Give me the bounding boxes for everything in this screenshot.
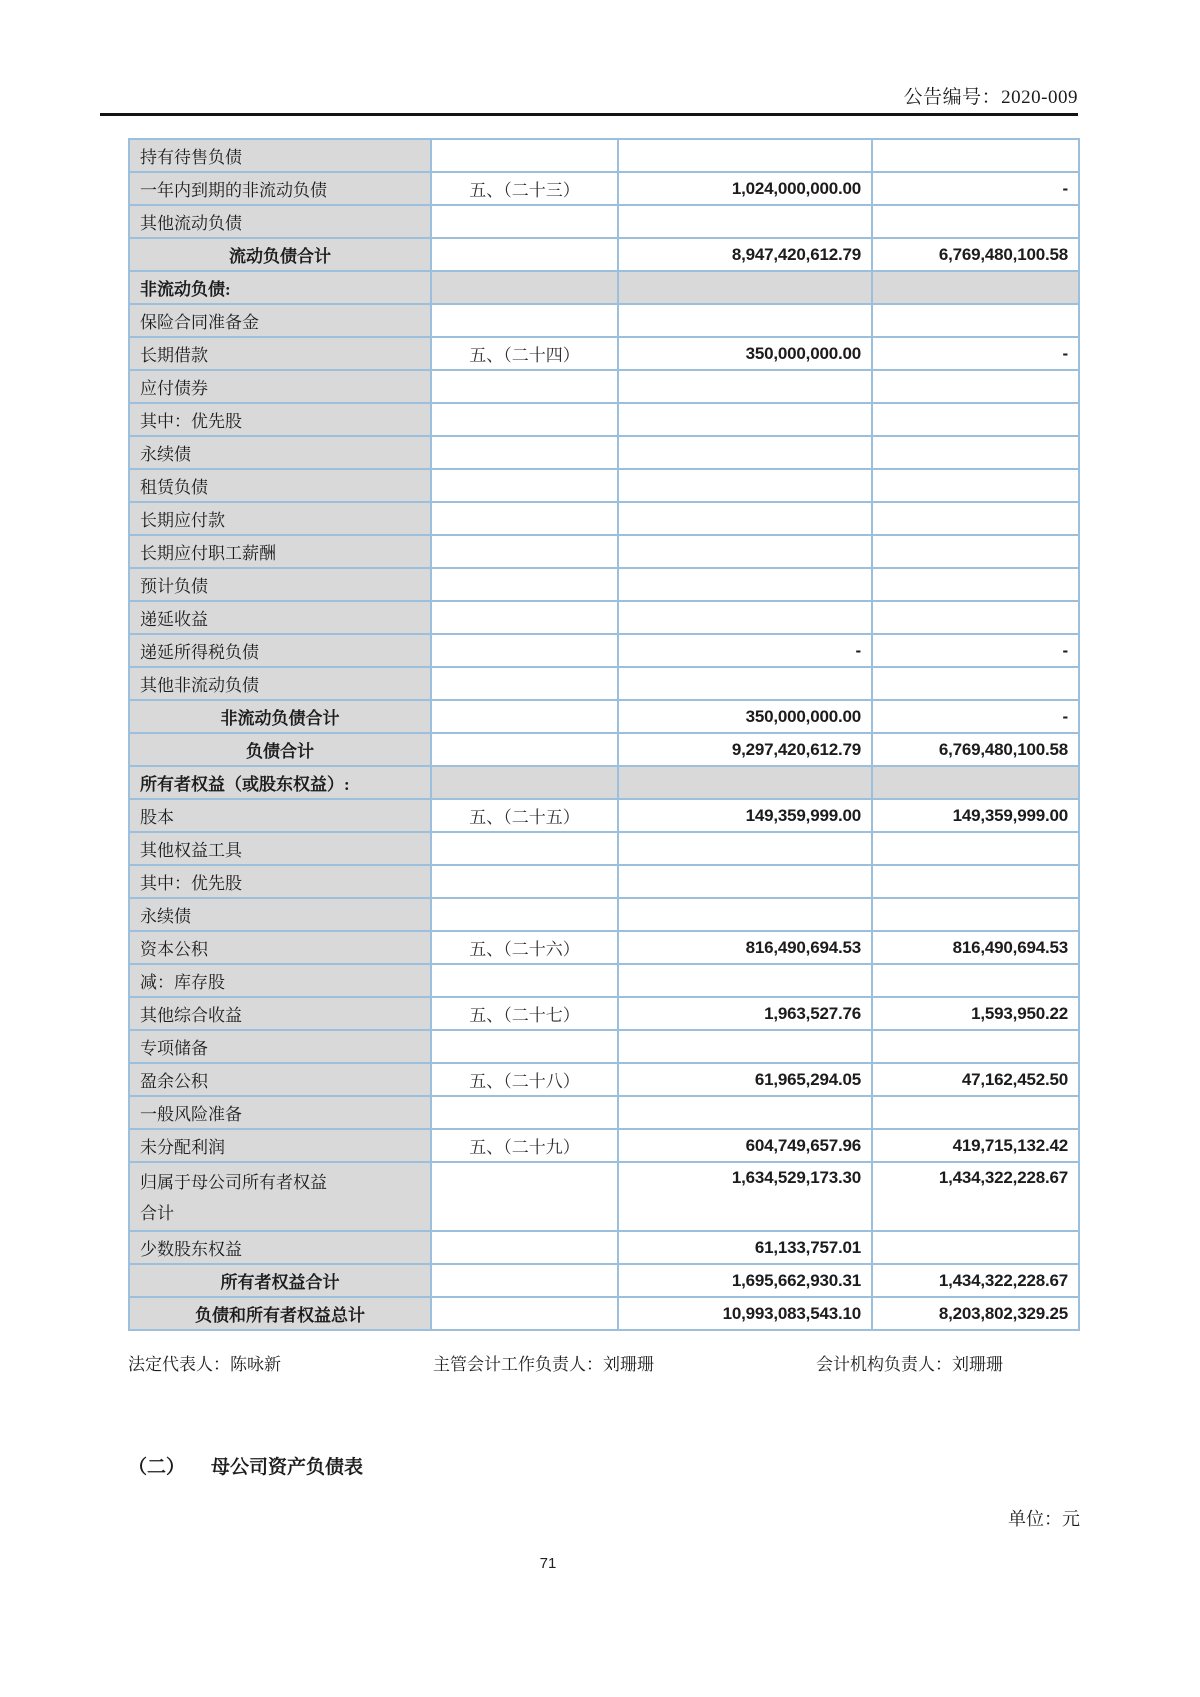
- prior-amount-cell: -: [872, 634, 1079, 667]
- current-amount-cell: [618, 502, 872, 535]
- note-cell: [431, 271, 618, 304]
- note-cell: [431, 205, 618, 238]
- table-row: [129, 370, 1079, 403]
- prior-amount-cell: [872, 403, 1079, 436]
- prior-amount-cell: -: [872, 172, 1079, 205]
- row-label-cell: 长期应付职工薪酬: [129, 535, 431, 568]
- current-amount-cell: -: [618, 634, 872, 667]
- prior-amount-cell: [872, 832, 1079, 865]
- table-row: [129, 1231, 1079, 1264]
- current-amount-cell: [618, 964, 872, 997]
- prior-amount-cell: [872, 667, 1079, 700]
- row-label-cell: 非流动负债:: [129, 271, 431, 304]
- row-label-cell: 递延收益: [129, 601, 431, 634]
- prior-amount-cell: [872, 139, 1079, 172]
- current-amount-cell: 1,695,662,930.31: [618, 1264, 872, 1297]
- prior-amount-cell: [872, 436, 1079, 469]
- row-label-cell: 持有待售负债: [129, 139, 431, 172]
- balance-sheet-body: [129, 139, 1079, 1330]
- note-cell: [431, 700, 618, 733]
- note-cell: [431, 733, 618, 766]
- table-row: [129, 205, 1079, 238]
- note-cell: [431, 766, 618, 799]
- current-amount-cell: [618, 766, 872, 799]
- prior-amount-cell: 149,359,999.00: [872, 799, 1079, 832]
- row-label-cell: 其他综合收益: [129, 997, 431, 1030]
- signatures-row: [0, 1350, 1200, 1374]
- row-label-cell: 股本: [129, 799, 431, 832]
- row-label-cell: 预计负债: [129, 568, 431, 601]
- page-number: 71: [539, 1555, 557, 1572]
- current-amount-cell: [618, 667, 872, 700]
- row-label-cell: 所有者权益（或股东权益）:: [129, 766, 431, 799]
- prior-amount-cell: 6,769,480,100.58: [872, 733, 1079, 766]
- prior-amount-cell: 47,162,452.50: [872, 1063, 1079, 1096]
- current-amount-cell: [618, 370, 872, 403]
- table-row: [129, 799, 1079, 832]
- note-cell: [431, 1297, 618, 1330]
- row-label-cell: 少数股东权益: [129, 1231, 431, 1264]
- note-cell: [431, 601, 618, 634]
- prior-amount-cell: [872, 304, 1079, 337]
- current-amount-cell: [618, 568, 872, 601]
- row-label-cell: 其中：优先股: [129, 403, 431, 436]
- note-cell: [431, 832, 618, 865]
- note-cell: 五、（二十六）: [431, 931, 618, 964]
- table-row: [129, 1297, 1079, 1330]
- table-row: [129, 403, 1079, 436]
- prior-amount-cell: -: [872, 337, 1079, 370]
- table-row: [129, 766, 1079, 799]
- table-row: [129, 436, 1079, 469]
- row-label-cell: 未分配利润: [129, 1129, 431, 1162]
- row-label-cell: 资本公积: [129, 931, 431, 964]
- row-label-cell: 专项储备: [129, 1030, 431, 1063]
- prior-amount-cell: [872, 205, 1079, 238]
- note-cell: [431, 1162, 618, 1231]
- table-row: [129, 1129, 1079, 1162]
- balance-sheet-table: [128, 138, 1080, 1331]
- section-number: （二）: [128, 1457, 186, 1478]
- row-label-cell: 盈余公积: [129, 1063, 431, 1096]
- prior-amount-cell: [872, 601, 1079, 634]
- prior-amount-cell: 8,203,802,329.25: [872, 1297, 1079, 1330]
- current-amount-cell: [618, 436, 872, 469]
- table-row: [129, 733, 1079, 766]
- row-label-cell: 一年内到期的非流动负债: [129, 172, 431, 205]
- table-row: [129, 865, 1079, 898]
- row-label-cell: 其中：优先股: [129, 865, 431, 898]
- current-amount-cell: 350,000,000.00: [618, 700, 872, 733]
- note-cell: [431, 535, 618, 568]
- row-label-cell: 减：库存股: [129, 964, 431, 997]
- note-cell: 五、（二十九）: [431, 1129, 618, 1162]
- note-cell: [431, 1030, 618, 1063]
- current-amount-cell: [618, 898, 872, 931]
- current-amount-cell: [618, 403, 872, 436]
- note-cell: [431, 502, 618, 535]
- current-amount-cell: [618, 865, 872, 898]
- row-label-cell: 其他流动负债: [129, 205, 431, 238]
- note-cell: 五、（二十七）: [431, 997, 618, 1030]
- current-amount-cell: 61,133,757.01: [618, 1231, 872, 1264]
- note-cell: [431, 1096, 618, 1129]
- prior-amount-cell: [872, 271, 1079, 304]
- table-row: [129, 1096, 1079, 1129]
- table-row: [129, 898, 1079, 931]
- note-cell: [431, 634, 618, 667]
- table-row: [129, 1030, 1079, 1063]
- note-cell: 五、（二十三）: [431, 172, 618, 205]
- current-amount-cell: 10,993,083,543.10: [618, 1297, 872, 1330]
- current-amount-cell: [618, 601, 872, 634]
- row-label-cell: 长期借款: [129, 337, 431, 370]
- row-label-cell: 永续债: [129, 436, 431, 469]
- current-amount-cell: [618, 205, 872, 238]
- table-row: [129, 601, 1079, 634]
- table-row: [129, 700, 1079, 733]
- table-row: [129, 931, 1079, 964]
- row-label-cell: 租赁负债: [129, 469, 431, 502]
- row-label-cell: 应付债券: [129, 370, 431, 403]
- note-cell: [431, 1231, 618, 1264]
- table-row: [129, 964, 1079, 997]
- prior-amount-cell: 1,593,950.22: [872, 997, 1079, 1030]
- current-amount-cell: [618, 1030, 872, 1063]
- note-cell: [431, 139, 618, 172]
- table-row: [129, 667, 1079, 700]
- prior-amount-cell: [872, 568, 1079, 601]
- row-label-cell: 其他权益工具: [129, 832, 431, 865]
- prior-amount-cell: -: [872, 700, 1079, 733]
- note-cell: [431, 469, 618, 502]
- prior-amount-cell: [872, 766, 1079, 799]
- note-cell: [431, 1264, 618, 1297]
- section-heading: [128, 1452, 363, 1479]
- table-row: [129, 535, 1079, 568]
- row-label-cell: 负债和所有者权益总计: [129, 1297, 431, 1330]
- note-cell: [431, 568, 618, 601]
- table-row: [129, 238, 1079, 271]
- prior-amount-cell: 1,434,322,228.67: [872, 1264, 1079, 1297]
- current-amount-cell: [618, 535, 872, 568]
- current-amount-cell: [618, 139, 872, 172]
- note-cell: [431, 667, 618, 700]
- row-label-cell: 永续债: [129, 898, 431, 931]
- current-amount-cell: 1,963,527.76: [618, 997, 872, 1030]
- note-cell: [431, 865, 618, 898]
- current-amount-cell: [618, 469, 872, 502]
- current-amount-cell: 816,490,694.53: [618, 931, 872, 964]
- prior-amount-cell: 816,490,694.53: [872, 931, 1079, 964]
- table-row: [129, 502, 1079, 535]
- note-cell: [431, 370, 618, 403]
- current-amount-cell: [618, 304, 872, 337]
- current-amount-cell: [618, 832, 872, 865]
- table-row: [129, 1264, 1079, 1297]
- table-row: [129, 997, 1079, 1030]
- prior-amount-cell: [872, 469, 1079, 502]
- note-cell: [431, 898, 618, 931]
- prior-amount-cell: 6,769,480,100.58: [872, 238, 1079, 271]
- legal-representative: 法定代表人：陈咏新: [128, 1355, 281, 1374]
- row-label-cell: 流动负债合计: [129, 238, 431, 271]
- prior-amount-cell: [872, 964, 1079, 997]
- table-row: [129, 337, 1079, 370]
- table-row: [129, 304, 1079, 337]
- prior-amount-cell: [872, 1096, 1079, 1129]
- current-amount-cell: [618, 271, 872, 304]
- current-amount-cell: 1,634,529,173.30: [618, 1162, 872, 1231]
- prior-amount-cell: 419,715,132.42: [872, 1129, 1079, 1162]
- prior-amount-cell: [872, 502, 1079, 535]
- table-row: [129, 1063, 1079, 1096]
- note-cell: 五、（二十四）: [431, 337, 618, 370]
- table-row: [129, 139, 1079, 172]
- row-label-cell: 其他非流动负债: [129, 667, 431, 700]
- section-title: 母公司资产负债表: [211, 1457, 364, 1478]
- current-amount-cell: 9,297,420,612.79: [618, 733, 872, 766]
- row-label-cell: 负债合计: [129, 733, 431, 766]
- table-row: [129, 1162, 1079, 1231]
- announcement-number: 公告编号：2020-009: [903, 87, 1078, 108]
- accounting-dept-head: 会计机构负责人：刘珊珊: [816, 1355, 1003, 1374]
- unit-label: 单位：元: [1008, 1509, 1080, 1529]
- note-cell: [431, 436, 618, 469]
- table-row: [129, 469, 1079, 502]
- prior-amount-cell: [872, 370, 1079, 403]
- row-label-cell: 所有者权益合计: [129, 1264, 431, 1297]
- table-row: [129, 832, 1079, 865]
- table-row: [129, 568, 1079, 601]
- table-row: [129, 271, 1079, 304]
- prior-amount-cell: 1,434,322,228.67: [872, 1162, 1079, 1231]
- accounting-work-head: 主管会计工作负责人：刘珊珊: [433, 1355, 654, 1374]
- current-amount-cell: 1,024,000,000.00: [618, 172, 872, 205]
- row-label-cell: 一般风险准备: [129, 1096, 431, 1129]
- prior-amount-cell: [872, 1030, 1079, 1063]
- prior-amount-cell: [872, 1231, 1079, 1264]
- row-label-cell: 保险合同准备金: [129, 304, 431, 337]
- row-label-cell: 非流动负债合计: [129, 700, 431, 733]
- row-label-cell: 递延所得税负债: [129, 634, 431, 667]
- prior-amount-cell: [872, 535, 1079, 568]
- note-cell: [431, 304, 618, 337]
- current-amount-cell: 8,947,420,612.79: [618, 238, 872, 271]
- note-cell: 五、（二十五）: [431, 799, 618, 832]
- current-amount-cell: 149,359,999.00: [618, 799, 872, 832]
- prior-amount-cell: [872, 898, 1079, 931]
- header-rule: [100, 113, 1078, 116]
- note-cell: [431, 403, 618, 436]
- current-amount-cell: 604,749,657.96: [618, 1129, 872, 1162]
- row-label-cell: 归属于母公司所有者权益合计: [129, 1162, 431, 1231]
- note-cell: [431, 238, 618, 271]
- note-cell: 五、（二十八）: [431, 1063, 618, 1096]
- table-row: [129, 172, 1079, 205]
- row-label-cell: 长期应付款: [129, 502, 431, 535]
- table-row: [129, 634, 1079, 667]
- current-amount-cell: 350,000,000.00: [618, 337, 872, 370]
- current-amount-cell: 61,965,294.05: [618, 1063, 872, 1096]
- current-amount-cell: [618, 1096, 872, 1129]
- prior-amount-cell: [872, 865, 1079, 898]
- note-cell: [431, 964, 618, 997]
